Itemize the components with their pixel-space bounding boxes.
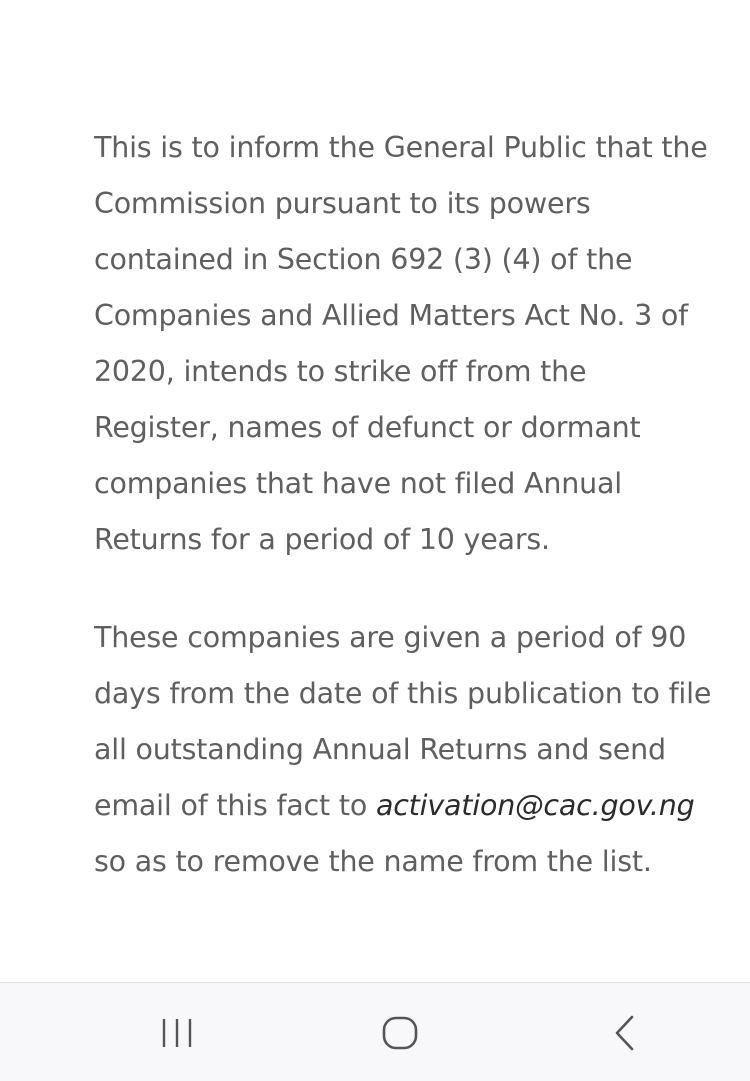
- notice-paragraph-2: [94, 610, 714, 890]
- email-link[interactable]: activation@cac.gov.ng: [375, 789, 695, 822]
- back-icon: [612, 1014, 638, 1052]
- recents-icon: [160, 1017, 194, 1049]
- paragraph-2-text-start: These companies are given a period of 90 days from the date of this publication to file all outstanding Annual Returns and send email of this fact to: [94, 621, 712, 822]
- recents-button[interactable]: [132, 1003, 222, 1063]
- navigation-bar: [0, 982, 750, 1081]
- article-body: [94, 120, 714, 890]
- paragraph-2-text-end: so as to remove the name from the list.: [94, 845, 652, 878]
- back-button[interactable]: [580, 1003, 670, 1063]
- home-icon: [381, 1015, 419, 1051]
- home-button[interactable]: [355, 1003, 445, 1063]
- notice-paragraph-1: This is to inform the General Public that the Commission pursuant to its powers contained in Section 692 (3) (4) of the Companies and Allied Matters Act No. 3 of 2020, intends to strike off from the Register, names of defunct or dormant companies that have not filed Annual Returns for a period of 10 years.: [94, 131, 708, 556]
